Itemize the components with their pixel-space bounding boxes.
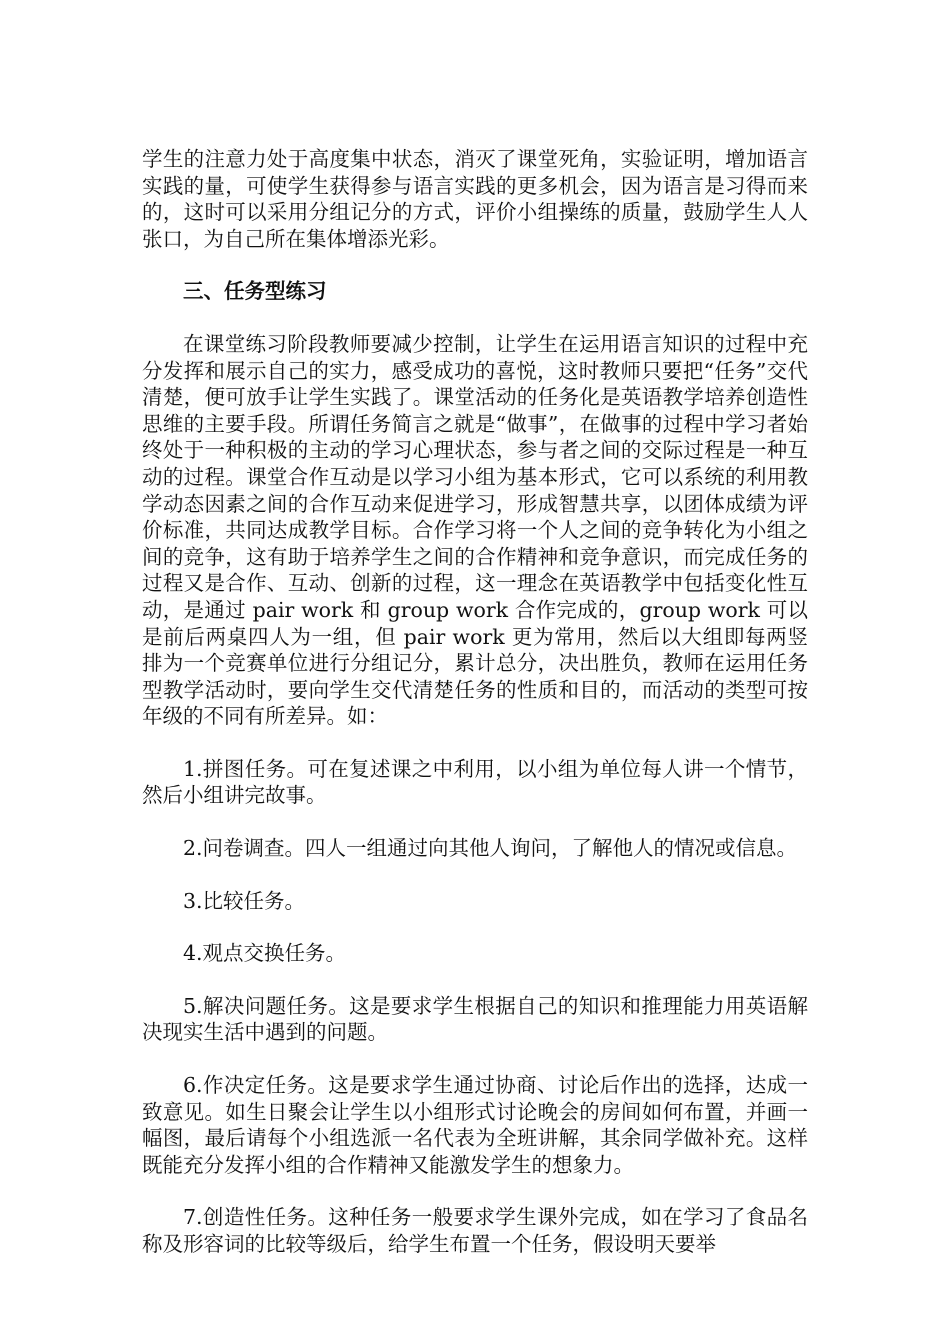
list-item-3: 3.比较任务。 [183,888,306,913]
section-heading: 三、任务型练习 [183,279,327,304]
list-item-7: 7.创造性任务。这种任务一般要求学生课外完成，如在学习了食品名称及形容词的比较等级后，给学生布置一个任务，假设明天要举 [142,1205,808,1256]
list-item-4: 4.观点交换任务。 [183,941,347,966]
list-item-2: 2.问卷调查。四人一组通过向其他人询问，了解他人的情况或信息。 [183,836,798,861]
paragraph-continuation: 学生的注意力处于高度集中状态，消灭了课堂死角，实验证明，增加语言实践的量，可使学生获得参与语言实践的更多机会，因为语言是习得而来的，这时可以采用分组记分的方式，评价小组操练的质量，鼓励学生人人张口，为自己所在集体增添光彩。 [142,147,808,251]
list-item-1: 1.拼图任务。可在复述课之中利用，以小组为单位每人讲一个情节，然后小组讲完故事。 [142,756,808,808]
list-item-5: 5.解决问题任务。这是要求学生根据自己的知识和推理能力用英语解决现实生活中遇到的问题。 [142,993,808,1045]
document-page [142,146,808,1258]
paragraph-task-practice: 在课堂练习阶段教师要减少控制，让学生在运用语言知识的过程中充分发挥和展示自己的实力，感受成功的喜悦，这时教师只要把“任务”交代清楚，便可放手让学生实践了。课堂活动的任务化是英语教学培养创造性思维的主要手段。所谓任务简言之就是“做事”，在做事的过程中学习者始终处于一种积极的主动的学习心理状态，参与者之间的交际过程是一种互动的过程。课堂合作互动是以学习小组为基本形式，它可以系统的利用教学动态因素之间的合作互动来促进学习，形成智慧共享，以团体成绩为评价标准，共同达成教学目标。合作学习将一个人之间的竞争转化为小组之间的竞争，这有助于培养学生之间的合作精神和竞争意识，而完成任务的过程又是合作、互动、创新的过程，这一理念在英语教学中包括变化性互动，是通过 pair work 和 group work 合作完成的，group work 可以是前后两桌四人为一组，但 pair work 更为常用，然后以大组即每两竖排为一个竞赛单位进行分组记分，累计总分，决出胜负，教师在运用任务型教学活动时，要向学生交代清楚任务的性质和目的，而活动的类型可按年级的不同有所差异。如： [142,331,808,729]
list-item-6: 6.作决定任务。这是要求学生通过协商、讨论后作出的选择，达成一致意见。如生日聚会让学生以小组形式讨论晚会的房间如何布置，并画一幅图，最后请每个小组选派一名代表为全班讲解，其余同学做补充。这样既能充分发挥小组的合作精神又能激发学生的想象力。 [142,1073,808,1177]
